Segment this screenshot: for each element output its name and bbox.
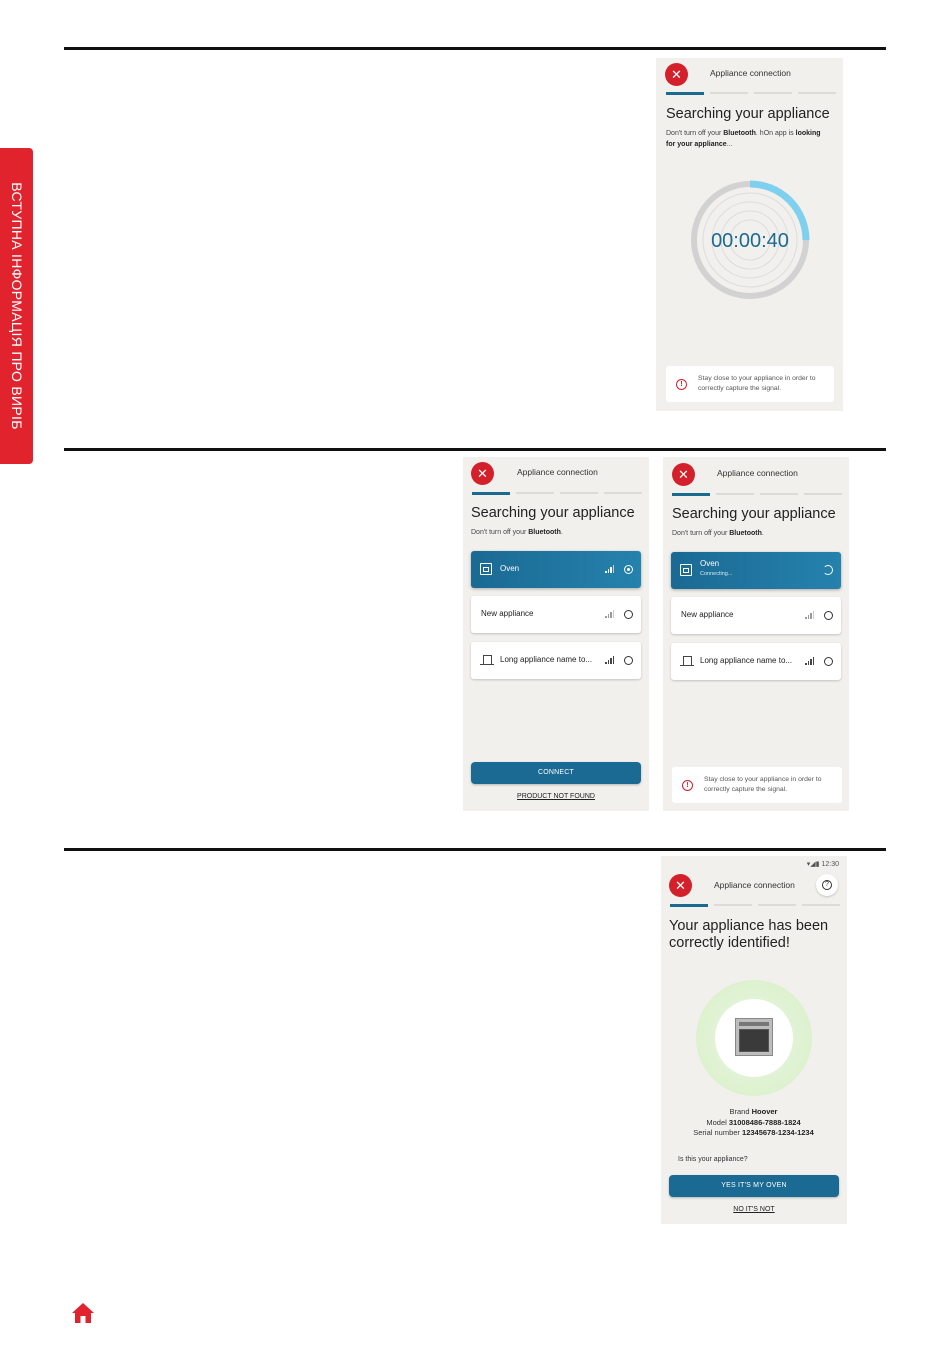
- close-icon: ✕: [678, 467, 689, 482]
- loading-spinner-icon: [823, 565, 833, 575]
- appliance-name: Oven: [500, 564, 520, 573]
- header-title: Appliance connection: [710, 68, 791, 78]
- appliance-item-oven[interactable]: [471, 551, 641, 588]
- appliance-item-oven[interactable]: [671, 552, 841, 589]
- header-title: Appliance connection: [517, 467, 598, 477]
- status-time: 12:30: [821, 861, 839, 868]
- page-title: Your appliance has been correctly identified!: [669, 918, 829, 951]
- no-its-not-link[interactable]: NO IT'S NOT: [733, 1206, 775, 1213]
- radio-selected[interactable]: [624, 565, 633, 574]
- close-icon: ✕: [477, 466, 488, 481]
- close-button[interactable]: [672, 463, 695, 486]
- section-side-tab: [0, 148, 33, 464]
- page-subtitle: Don't turn off your Bluetooth.: [672, 530, 764, 537]
- radio-button[interactable]: [824, 611, 833, 620]
- signal-icon: [605, 565, 613, 573]
- appliance-item-new[interactable]: [671, 597, 841, 634]
- close-icon: ✕: [671, 67, 682, 82]
- radio-button[interactable]: [624, 656, 633, 665]
- appliance-status: Connecting...: [700, 571, 733, 577]
- appliance-item-long[interactable]: [471, 642, 641, 679]
- appliance-name: New appliance: [681, 610, 734, 619]
- appliance-name: Long appliance name to...: [500, 655, 593, 664]
- close-button[interactable]: [669, 874, 692, 897]
- wifi-icon: ▾◢▮: [806, 861, 820, 868]
- signal-icon: [805, 657, 813, 665]
- close-icon: ✕: [675, 878, 686, 893]
- help-button[interactable]: [816, 874, 838, 896]
- signal-icon: [605, 610, 613, 618]
- tip-box: [666, 366, 834, 402]
- radio-button[interactable]: [624, 610, 633, 619]
- close-button[interactable]: [471, 462, 494, 485]
- close-button[interactable]: [665, 63, 688, 86]
- status-bar: [807, 860, 839, 868]
- appliance-item-new[interactable]: [471, 596, 641, 633]
- oven-image: [735, 1018, 773, 1056]
- header-title: Appliance connection: [714, 880, 795, 890]
- help-icon: ?: [822, 880, 832, 890]
- warning-icon: !: [676, 379, 687, 390]
- screen-select-appliance: [463, 457, 649, 811]
- progress-steps: [670, 904, 840, 907]
- tip-box: [672, 767, 842, 803]
- radio-button[interactable]: [824, 657, 833, 666]
- hood-icon: [680, 656, 694, 667]
- home-icon[interactable]: [71, 1302, 95, 1324]
- hood-icon: [480, 655, 494, 666]
- section-divider: [64, 848, 886, 851]
- screen-searching-timer: [656, 58, 843, 411]
- appliance-item-long[interactable]: [671, 643, 841, 680]
- side-tab-label: ВСТУПНА ІНФОРМАЦІЯ ПРО ВИРІБ: [8, 182, 25, 430]
- screen-connecting: [663, 457, 849, 811]
- model-info: Model 31008486-7888-1824: [706, 1118, 801, 1127]
- page-title: Searching your appliance: [471, 505, 635, 521]
- warning-icon: !: [682, 780, 693, 791]
- progress-steps: [472, 492, 642, 495]
- appliance-name: Long appliance name to...: [700, 656, 793, 665]
- confirm-question: Is this your appliance?: [678, 1156, 748, 1163]
- appliance-name: New appliance: [481, 609, 534, 618]
- screen-appliance-identified: [661, 856, 847, 1224]
- page-subtitle: Don't turn off your Bluetooth.: [471, 529, 563, 536]
- progress-steps: [672, 493, 842, 496]
- oven-icon: [480, 563, 492, 575]
- timer-ring: [689, 179, 811, 301]
- signal-icon: [605, 656, 613, 664]
- page-title: Searching your appliance: [672, 506, 836, 522]
- yes-my-oven-button[interactable]: YES IT'S MY OVEN: [669, 1175, 839, 1197]
- appliance-halo: [696, 980, 812, 1096]
- oven-icon: [680, 564, 692, 576]
- appliance-name: Oven: [700, 559, 720, 568]
- page-title: Searching your appliance: [666, 106, 830, 122]
- section-divider: [64, 448, 886, 451]
- product-not-found-link[interactable]: PRODUCT NOT FOUND: [517, 793, 595, 800]
- signal-icon: [805, 611, 813, 619]
- tip-text: Stay close to your appliance in order to correctly capture the signal.: [704, 776, 822, 793]
- page-subtitle: Don't turn off your Bluetooth. hOn app is looking for your appliance...: [666, 130, 821, 148]
- header-title: Appliance connection: [717, 468, 798, 478]
- timer-value: 00:00:40: [711, 230, 789, 252]
- serial-info: Serial number 12345678-1234-1234: [693, 1128, 814, 1137]
- appliance-circle: [715, 999, 793, 1077]
- connect-button[interactable]: CONNECT: [471, 762, 641, 784]
- progress-steps: [666, 92, 836, 95]
- brand-info: Brand Hoover: [729, 1107, 778, 1116]
- tip-text: Stay close to your appliance in order to correctly capture the signal.: [698, 375, 816, 392]
- section-divider: [64, 47, 886, 50]
